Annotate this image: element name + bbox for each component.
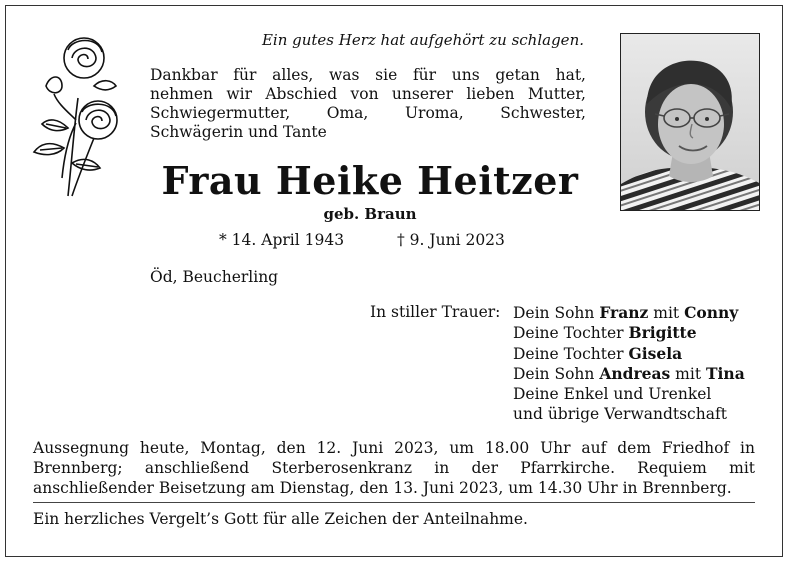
thanks-line: Ein herzliches Vergelt’s Gott für alle Zeichen der Anteilnahme. xyxy=(33,510,528,528)
portrait-illustration xyxy=(621,34,760,211)
deceased-name: Frau Heike Heitzer xyxy=(161,158,579,203)
portrait-photo xyxy=(620,33,760,211)
maiden-name: geb. Braun xyxy=(323,205,417,223)
mourner-entry: Dein Sohn Andreas mit Tina xyxy=(513,363,745,383)
intro-line: Dankbar für alles, was sie für uns getan hat, xyxy=(150,66,586,84)
intro-text xyxy=(150,66,586,142)
residence-place: Öd, Beucherling xyxy=(150,268,279,286)
intro-line: Schwiegermutter, Oma, Uroma, Schwester, xyxy=(150,104,586,122)
rose-icon xyxy=(28,28,126,198)
funeral-announcement: Aussegnung heute, Montag, den 12. Juni 2023, um 18.00 Uhr auf dem Friedhof in Brennberg; anschließend Sterberosenkranz in der Pfarrkirche. Requiem mit anschließender Beisetzung am Dienstag, den 13. Juni 2023, um 14.30 Uhr in Brennberg. xyxy=(33,439,755,497)
mourner-entry: und übrige Verwandtschaft xyxy=(513,405,727,424)
mourner-entry: Deine Tochter Gisela xyxy=(513,343,683,363)
birth-date: * 14. April 1943 xyxy=(219,231,345,249)
divider xyxy=(33,502,755,503)
death-date: † 9. Juni 2023 xyxy=(397,231,505,249)
mourner-entry: Deine Enkel und Urenkel xyxy=(513,385,712,404)
mourners-list xyxy=(513,303,745,425)
mourning-label: In stiller Trauer: xyxy=(370,303,501,321)
intro-line: Schwägerin und Tante xyxy=(150,123,327,141)
motto: Ein gutes Herz hat aufgehört zu schlagen. xyxy=(261,31,584,49)
mourner-entry: Dein Sohn Franz mit Conny xyxy=(513,303,739,322)
mourner-entry: Deine Tochter Brigitte xyxy=(513,323,697,343)
intro-line: nehmen wir Abschied von unserer lieben Mutter, xyxy=(150,85,586,103)
